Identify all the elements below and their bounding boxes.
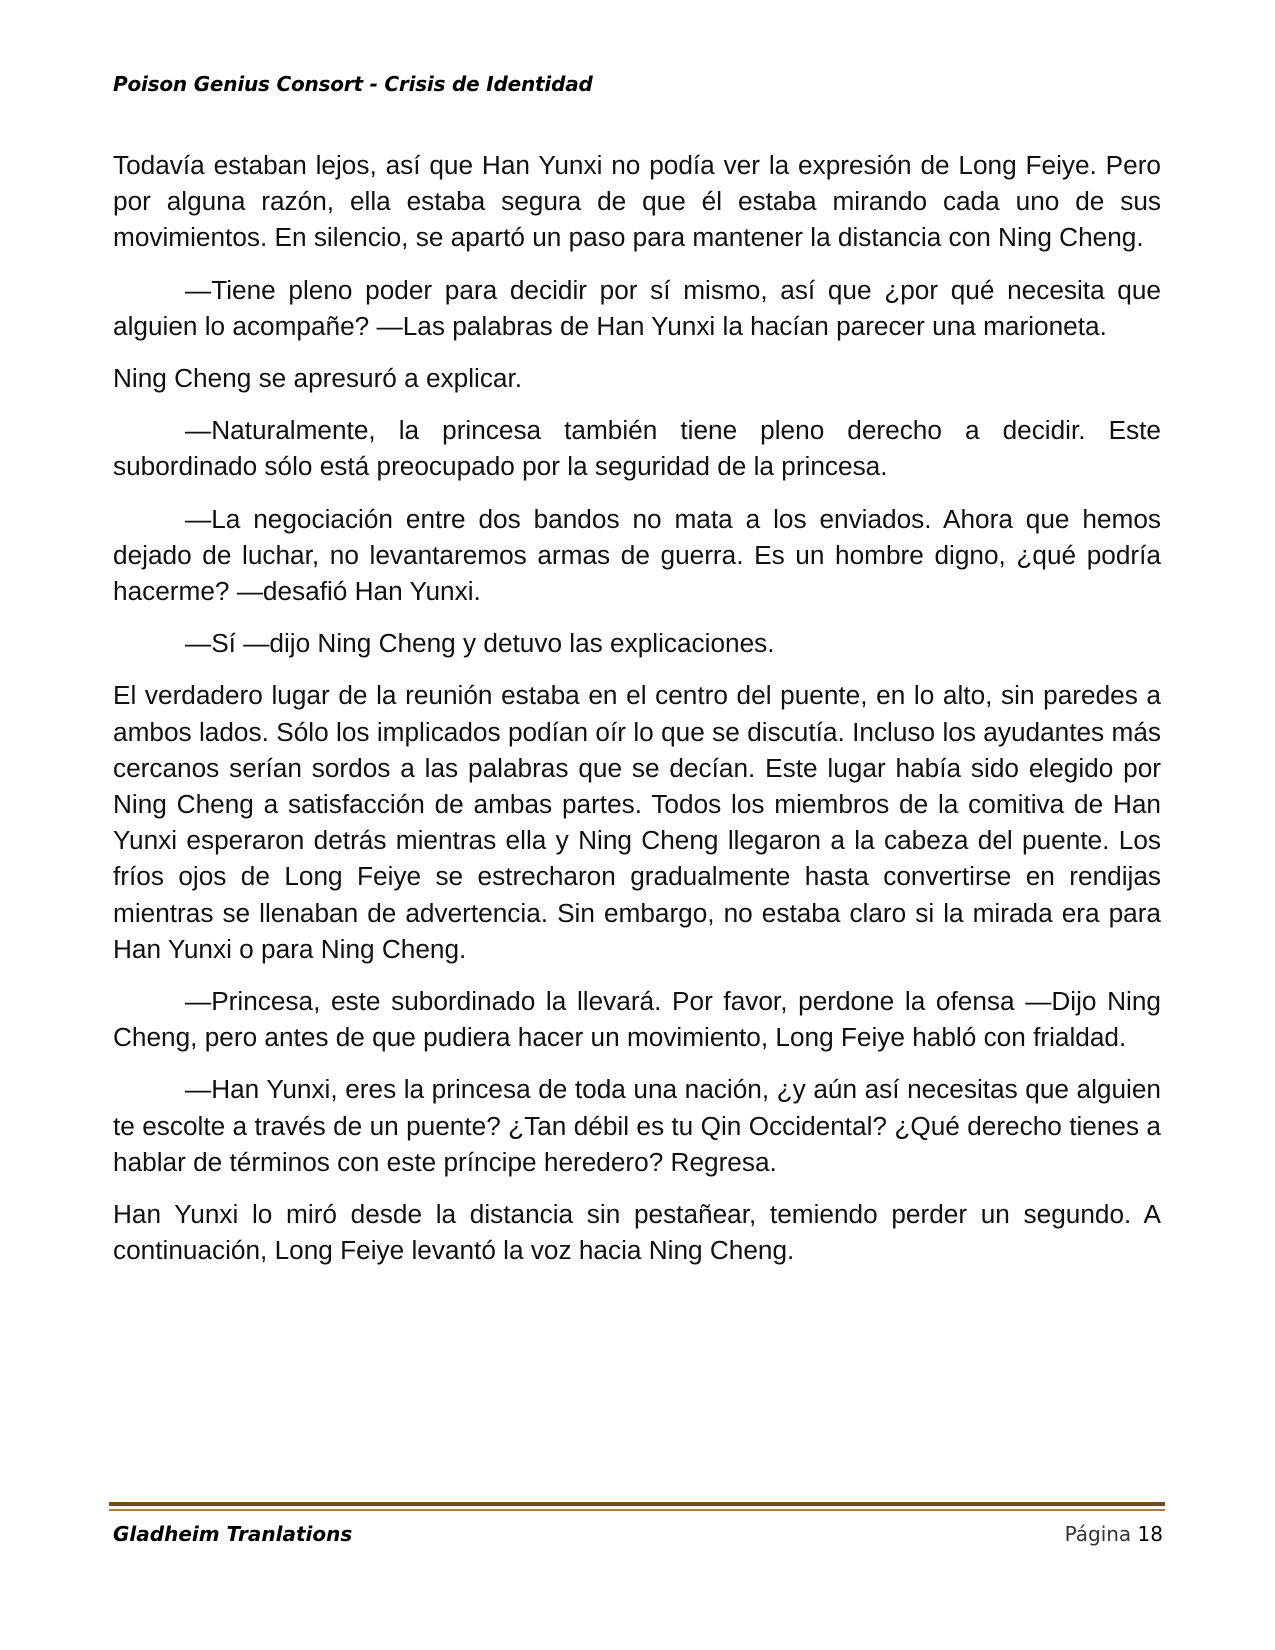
page-number: 18 [1137,1522,1163,1546]
page-number-label [1065,1522,1163,1546]
footer-divider-thin [109,1509,1165,1511]
running-header: Poison Genius Consort - Crisis de Identidad [113,72,593,96]
footer-divider-thick [109,1502,1165,1506]
body-text [113,147,1161,1284]
paragraph: Ning Cheng se apresuró a explicar. [113,363,523,394]
paragraph: —Sí —dijo Ning Cheng y detuvo las explicaciones. [185,628,775,659]
paragraph: —Tiene pleno poder para decidir por sí mismo, así que ¿por qué necesita que alguien lo acompañe? —Las palabras de Han Yunxi la hacían parecer una marioneta. [113,274,1161,341]
paragraph: —Han Yunxi, eres la princesa de toda una nación, ¿y aún así necesitas que alguien te escolte a través de un puente? ¿Tan débil es tu Qin Occidental? ¿Qué derecho tienes a hablar de términos con este príncipe heredero? Regresa. [113,1074,1161,1177]
paragraph: Han Yunxi lo miró desde la distancia sin pestañear, temiendo perder un segundo. A continuación, Long Feiye levantó la voz hacia Ning Cheng. [113,1199,1161,1266]
paragraph: —Princesa, este subordinado la llevará. Por favor, perdone la ofensa —Dijo Ning Cheng, pero antes de que pudiera hacer un movimiento, Long Feiye habló con frialdad. [113,986,1161,1053]
page-label: Página [1064,1522,1132,1546]
footer-credit: Gladheim Tranlations [113,1522,353,1546]
paragraph: El verdadero lugar de la reunión estaba en el centro del puente, en lo alto, sin paredes a ambos lados. Sólo los implicados podían oír lo que se discutía. Incluso los ayudantes más cercanos serían sordos a las palabras que se decían. Este lugar había sido elegido por Ning Cheng a satisfacción de ambas partes. Todos los miembros de la comitiva de Han Yunxi esperaron detrás mientras ella y Ning Cheng llegaron a la cabeza del puente. Los fríos ojos de Long Feiye se estrecharon gradualmente hasta convertirse en rendijas mientras se llenaban de advertencia. Sin embargo, no estaba claro si la mirada era para Han Yunxi o para Ning Cheng. [113,680,1161,964]
paragraph: —La negociación entre dos bandos no mata a los enviados. Ahora que hemos dejado de luchar, no levantaremos armas de guerra. Es un hombre digno, ¿qué podría hacerme? —desafió Han Yunxi. [113,503,1161,607]
paragraph: —Naturalmente, la princesa también tiene pleno derecho a decidir. Este subordinado sólo está preocupado por la seguridad de la princesa. [113,415,1161,482]
paragraph: Todavía estaban lejos, así que Han Yunxi no podía ver la expresión de Long Feiye. Pero por alguna razón, ella estaba segura de que él estaba mirando cada uno de sus movimientos. En silencio, se apartó un paso para mantener la distancia con Ning Cheng. [113,150,1161,253]
